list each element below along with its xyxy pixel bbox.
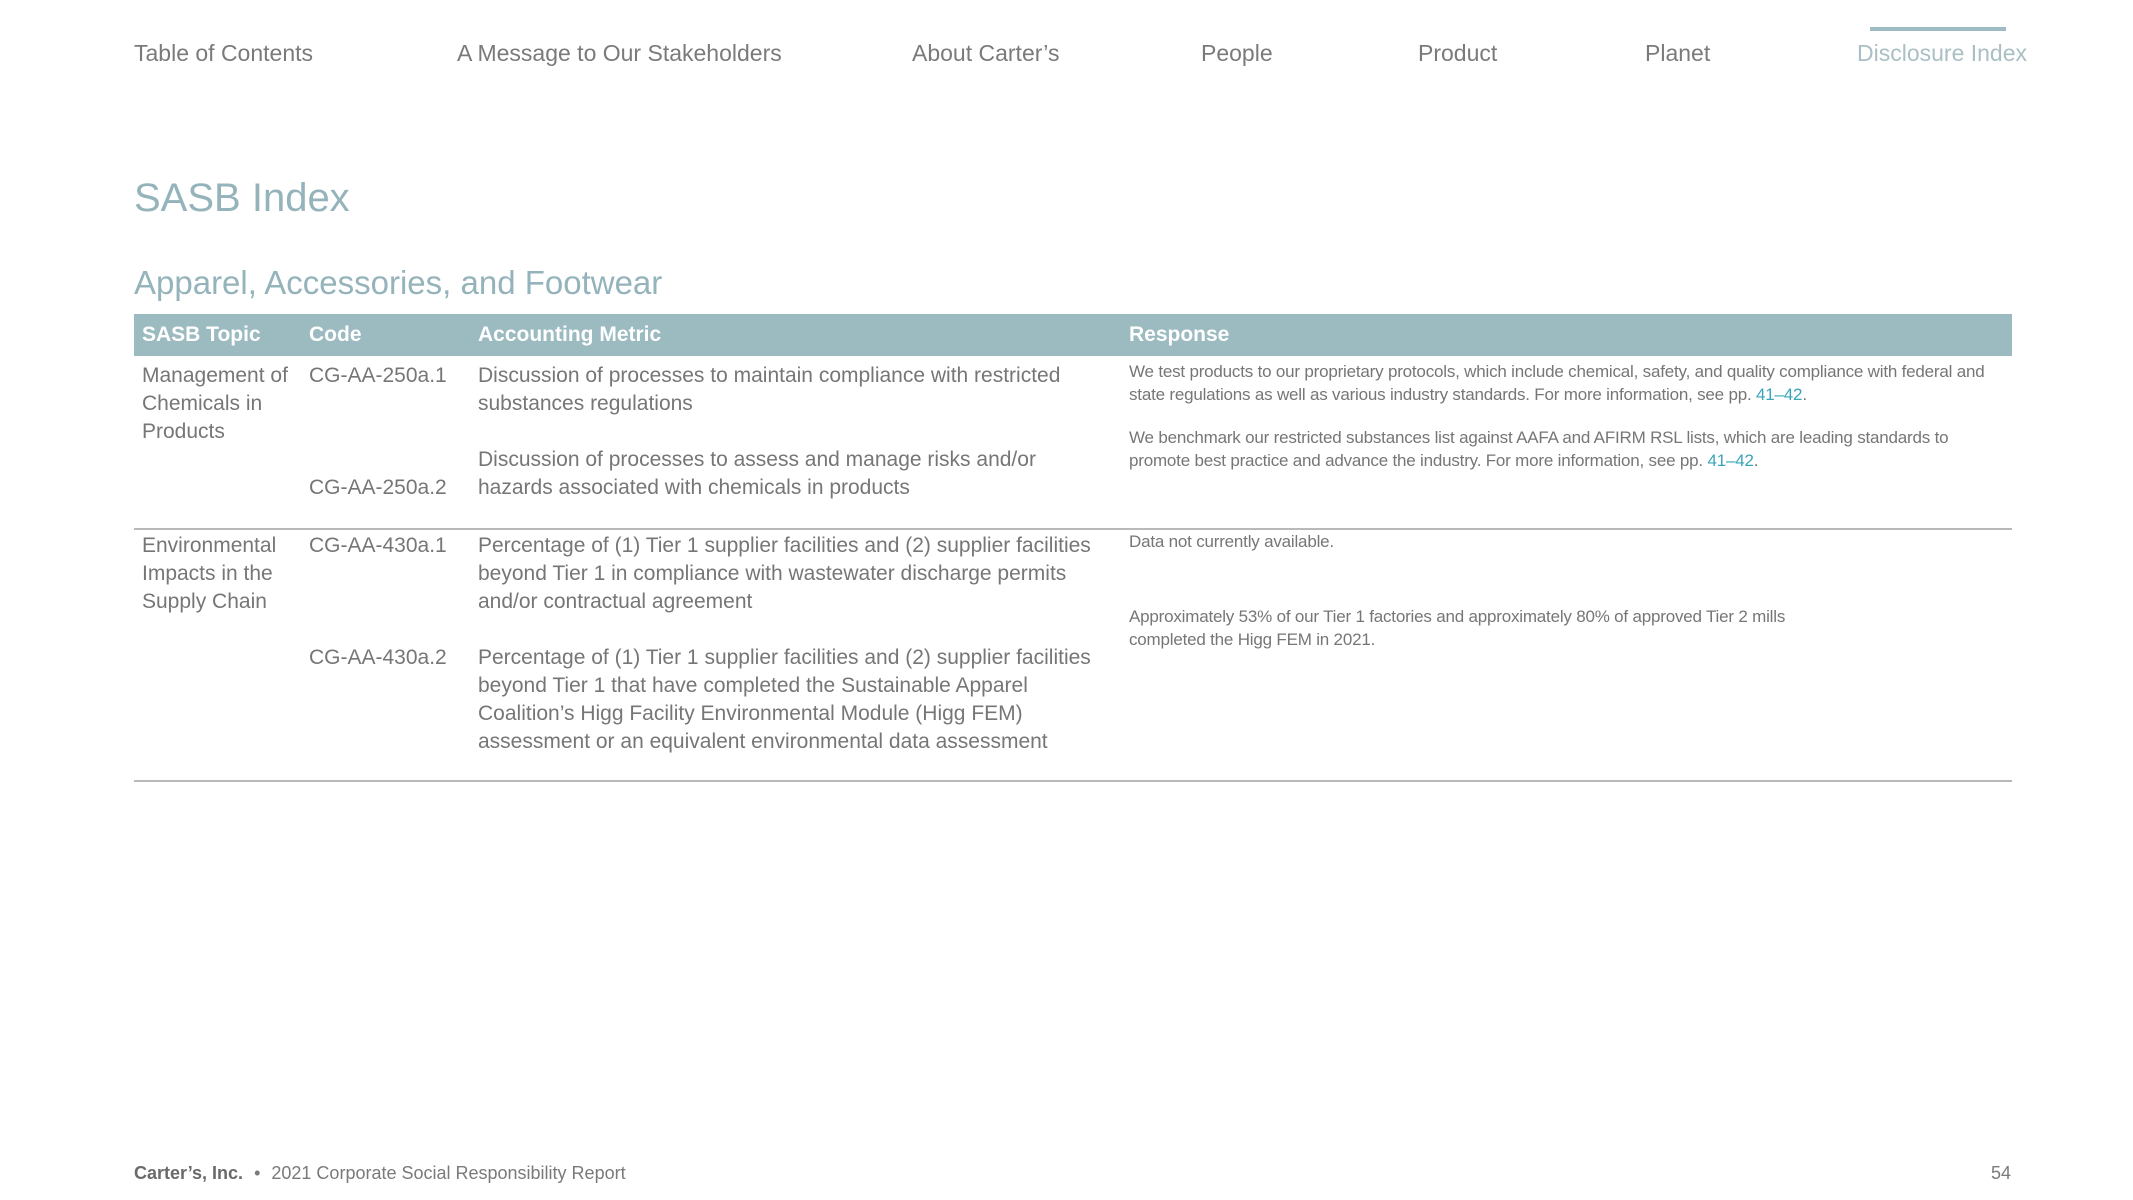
footer-company: Carter’s, Inc. xyxy=(134,1163,244,1183)
footer-separator: • xyxy=(254,1163,261,1183)
response-cell: Data not currently available. xyxy=(1129,532,1334,551)
topic-cell: Management of Chemicals in Products xyxy=(142,364,288,443)
page-reference-link[interactable]: 41–42 xyxy=(1756,384,1803,404)
page-title: SASB Index xyxy=(134,176,350,220)
code-cell: CG-AA-250a.2 xyxy=(309,476,447,499)
nav-planet[interactable]: Planet xyxy=(1645,40,1711,66)
nav-product[interactable]: Product xyxy=(1418,40,1498,66)
metric-cell: Percentage of (1) Tier 1 supplier facilities and (2) supplier facilities beyond Tier 1 in compliance with wastewater discharge permits and/or contractual agreement xyxy=(478,534,1091,613)
page-number: 54 xyxy=(1990,1163,2011,1183)
table-bottom-rule xyxy=(134,780,2012,782)
code-cell: CG-AA-250a.1 xyxy=(309,364,447,387)
page-reference-link[interactable]: 41–42 xyxy=(1707,450,1754,470)
active-nav-indicator xyxy=(1870,27,2006,31)
sasb-table xyxy=(134,314,2012,753)
code-cell: CG-AA-430a.2 xyxy=(309,646,447,669)
response-cell xyxy=(1129,427,2009,472)
header-response: Response xyxy=(1129,323,1230,346)
metric-cell: Discussion of processes to maintain compliance with restricted substances regulations xyxy=(478,364,1061,415)
nav-table-of-contents[interactable]: Table of Contents xyxy=(134,40,314,66)
footer xyxy=(134,1163,626,1184)
footer-report-title: 2021 Corporate Social Responsibility Report xyxy=(271,1163,626,1183)
response-text: We test products to our proprietary protocols, which include chemical, safety, and quality compliance with federal and state regulations as well as various industry standards. For more information, see pp. xyxy=(1129,362,1985,404)
topic-cell: Environmental Impacts in the Supply Chain xyxy=(142,534,277,613)
metric-cell: Discussion of processes to assess and manage risks and/or hazards associated with chemicals in products xyxy=(478,448,1036,499)
nav-disclosure-index[interactable]: Disclosure Index xyxy=(1857,40,2028,66)
nav-message-to-stakeholders[interactable]: A Message to Our Stakeholders xyxy=(457,40,782,66)
top-navigation xyxy=(0,0,2133,80)
code-cell: CG-AA-430a.1 xyxy=(309,534,447,557)
header-code: Code xyxy=(309,323,362,346)
response-end: . xyxy=(1753,450,1759,470)
nav-people[interactable]: People xyxy=(1201,40,1273,66)
row-divider xyxy=(134,528,2012,530)
response-cell xyxy=(1129,361,2009,406)
table-header-row xyxy=(134,314,2012,356)
response-end: . xyxy=(1802,384,1807,404)
response-text: We benchmark our restricted substances list against AAFA and AFIRM RSL lists, which are leading standards to promote best practice and advance the industry. For more information, see pp. xyxy=(1129,428,1949,470)
section-title: Apparel, Accessories, and Footwear xyxy=(134,264,663,301)
header-sasb-topic: SASB Topic xyxy=(142,323,261,346)
header-accounting-metric: Accounting Metric xyxy=(478,323,662,346)
nav-about-carters[interactable]: About Carter’s xyxy=(912,40,1060,66)
response-cell: Approximately 53% of our Tier 1 factories and approximately 80% of approved Tier 2 mills completed the Higg FEM in 2021. xyxy=(1129,607,1786,649)
metric-cell: Percentage of (1) Tier 1 supplier facilities and (2) supplier facilities beyond Tier 1 that have completed the Sustainable Apparel Coalition’s Higg Facility Environmental Module (Higg FEM) assessment or an equivalent environmental data assessment xyxy=(478,646,1091,753)
